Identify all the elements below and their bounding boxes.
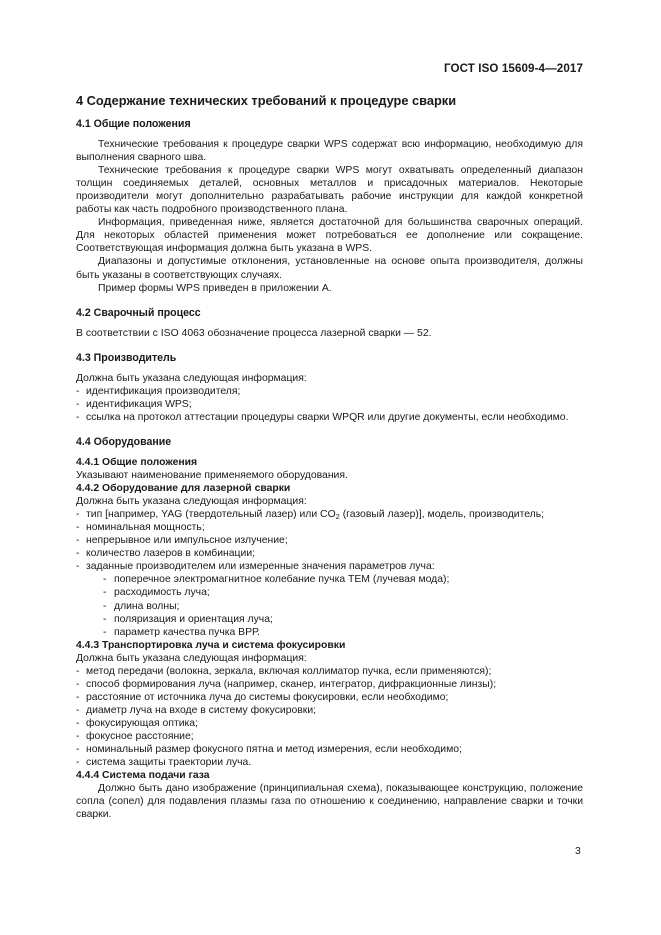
subscript: 2 [335, 512, 340, 522]
list-item: - способ формирования луча (например, сканер, интегратор, дифракционные линзы); [76, 678, 583, 691]
section-4-4-2-intro: Должна быть указана следующая информация: [76, 496, 307, 508]
section-4-1-paragraph: Пример формы WPS приведен в приложении А. [98, 282, 332, 294]
list-item: - метод передачи (волокна, зеркала, включая коллиматор пучка, если применяются); [76, 665, 583, 678]
section-4-4-1-paragraph: Указывают наименование применяемого оборудования. [76, 470, 348, 482]
list-item: - номинальная мощность; [76, 521, 583, 534]
list-item-text: (газовый лазер)], модель, производитель; [339, 509, 545, 521]
list-subitem: - расходимость луча; [76, 586, 583, 599]
list-subitem: - поперечное электромагнитное колебание пучка ТЕМ (лучевая мода); [76, 573, 583, 586]
section-4-3-list [76, 385, 583, 424]
section-4-4-3-intro: Должна быть указана следующая информация: [76, 652, 307, 664]
list-item [76, 508, 583, 521]
list-subitem: - параметр качества пучка ВРР. [76, 626, 583, 639]
document-header: ГОСТ ISO 15609-4—2017 [443, 62, 583, 75]
section-4-3-intro: Должна быть указана следующая информация: [76, 372, 307, 384]
section-4-title: 4 Содержание технических требований к процедуре сварки [76, 93, 457, 108]
list-item: - фокусирующая оптика; [76, 717, 583, 730]
section-4-1-paragraph: Технические требования к процедуре сварки WPS могут охватывать определенный диапазон толщин соединяемых деталей, основных металлов и присадочных материалов. Некоторые производители могут дополнительно разрабатывать рабочие инструкции для каждой конкретной работы как часть подробного производственного плана. [76, 165, 583, 216]
section-4-3-title: 4.3 Производитель [76, 351, 177, 364]
section-4-4-4-title: 4.4.4 Система подачи газа [76, 770, 210, 782]
section-4-4-title: 4.4 Оборудование [76, 435, 172, 448]
section-4-1-paragraph: Диапазоны и допустимые отклонения, установленные на основе опыта производителя, должны быть указаны в соответствующих случаях. [76, 256, 583, 281]
list-subitem: - поляризация и ориентация луча; [76, 613, 583, 626]
list-item: - расстояние от источника луча до системы фокусировки, если необходимо; [76, 691, 583, 704]
list-item: - номинальный размер фокусного пятна и метод измерения, если необходимо; [76, 743, 583, 756]
document-body [76, 93, 583, 821]
section-4-4-2-sublist [76, 573, 583, 638]
list-item: - количество лазеров в комбинации; [76, 547, 583, 560]
section-4-2-title: 4.2 Сварочный процесс [76, 306, 201, 319]
list-item: - идентификация WPS; [76, 398, 583, 411]
section-4-1-paragraph: Информация, приведенная ниже, является достаточной для большинства сварочных операций. Для некоторых областей применения может потребоваться ее дополнение или сокращение. Соответствующая информация должна быть указана в WPS. [76, 217, 583, 255]
section-4-4-2-title: 4.4.2 Оборудование для лазерной сварки [76, 483, 291, 495]
list-item: - фокусное расстояние; [76, 730, 583, 743]
page-number: 3 [575, 846, 581, 857]
section-4-4-1-title: 4.4.1 Общие положения [76, 456, 198, 468]
list-subitem: - длина волны; [76, 600, 583, 613]
list-item: - непрерывное или импульсное излучение; [76, 534, 583, 547]
list-item: - диаметр луча на входе в систему фокусировки; [76, 704, 583, 717]
section-4-1-title: 4.1 Общие положения [76, 118, 191, 130]
section-4-4-3-list [76, 665, 583, 769]
list-item: - заданные производителем или измеренные значения параметров луча: [76, 560, 583, 573]
list-item-text: тип [например, YAG (твердотельный лазер) или CO [86, 509, 336, 521]
list-item: - идентификация производителя; [76, 385, 583, 398]
section-4-1-paragraph: Технические требования к процедуре сварки WPS содержат всю информацию, необходимую для выполнения сварного шва. [76, 139, 583, 164]
list-item: - система защиты траектории луча. [76, 756, 583, 769]
list-item: - ссылка на протокол аттестации процедуры сварки WPQR или другие документы, если необходимо. [76, 411, 583, 424]
section-4-4-3-title: 4.4.3 Транспортировка луча и система фокусировки [76, 639, 346, 651]
section-4-2-paragraph: В соответствии с ISO 4063 обозначение процесса лазерной сварки — 52. [76, 327, 432, 339]
section-4-4-4-paragraph: Должно быть дано изображение (принципиальная схема), показывающее конструкцию, положение сопла (сопел) для подавления плазмы газа по отношению к соединению, направление сварки и точки сварки. [76, 783, 583, 821]
section-4-4-2-list [76, 508, 583, 573]
